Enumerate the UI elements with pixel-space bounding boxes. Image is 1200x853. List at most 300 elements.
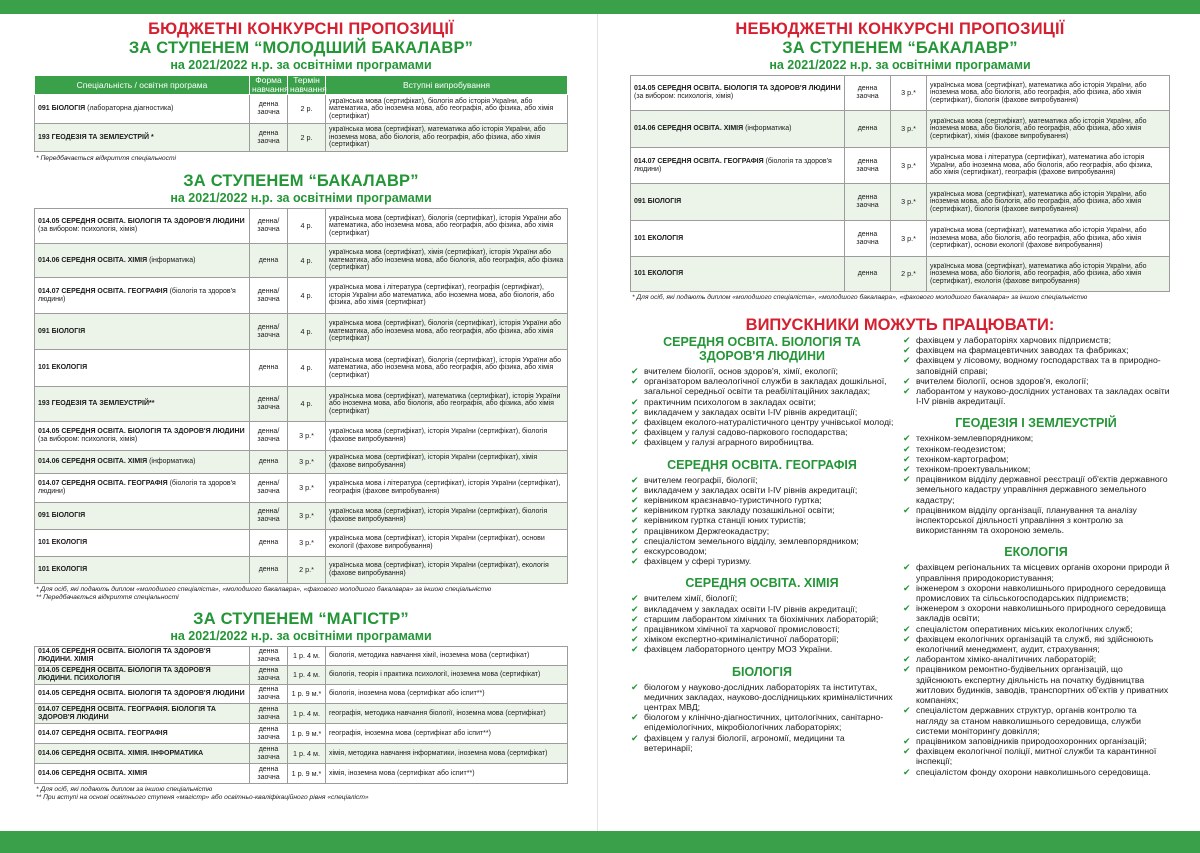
check-icon: ✔ [631,366,639,376]
check-icon: ✔ [903,746,911,757]
row-entrance-exams: біологія, іноземна мова (сертифікат або іспит**) [326,685,568,704]
list-item [630,427,894,437]
row-study-form: денна заочна [250,704,288,724]
list-item [630,475,894,485]
specialty-code: 101 ЕКОЛОГІЯ [634,234,684,242]
paid-table [630,75,1170,292]
row-specialty [35,350,250,387]
master-note-1: * Для осіб, які подають диплом за іншою спеціальністю [36,786,213,793]
list-item-text: техніком-землевпорядником; [916,433,1034,444]
list-item-text: фахівцем у лісовому, водному господарствах та в природно-заповідній справі; [916,355,1161,376]
list-item-text: техніком-геодезистом; [916,443,1006,454]
row-study-term: 3 р.* [891,184,927,221]
row-study-term: 1 р. 9 м.* [288,764,326,784]
check-icon: ✔ [631,505,639,516]
row-study-form: денна/ заочна [250,278,288,314]
row-specialty [35,704,250,724]
table-row [631,148,1170,184]
row-specialty [35,744,250,764]
jobs-list [630,593,894,654]
list-item [902,736,1170,746]
row-study-term: 1 р. 4 м. [288,647,326,666]
specialty-program: (біологія та здоров'я людини) [634,157,832,173]
row-entrance-exams: українська мова (сертифікат), історія України (сертифікат), основи екології (фахове випробування) [326,530,568,557]
check-icon: ✔ [631,427,639,438]
list-item [902,376,1170,386]
row-study-term: 3 р.* [891,111,927,148]
col-header-exams: Вступні випробування [326,76,568,95]
row-study-term: 3 р.* [288,451,326,474]
table-row [35,278,568,314]
list-item-text: працівником хімічної та харчової промисловості; [644,624,840,635]
check-icon: ✔ [903,664,911,675]
list-item [630,437,894,447]
table-row [35,95,568,124]
row-study-form: денна/ заочна [250,503,288,530]
check-icon: ✔ [903,504,911,515]
check-icon: ✔ [631,535,639,546]
row-entrance-exams: біологія, теорія і практика психології, іноземна мова (сертифікат) [326,666,568,685]
check-icon: ✔ [903,654,911,665]
check-icon: ✔ [631,515,639,526]
page-fold-line [597,14,598,831]
list-item-text: лаборантом хіміко-аналітичних лабораторій; [916,654,1097,665]
row-entrance-exams: українська мова і література (сертифікат), математика або історія України, або іноземна мова, або біологія, або географія, або фізика, або хімія (сертифікат), географія (фахове випробування) [927,148,1170,184]
list-item-text: вчителем географії, біології; [644,474,758,485]
list-item [630,485,894,495]
row-specialty [35,764,250,784]
row-specialty [35,557,250,584]
list-item [902,746,1170,766]
row-specialty [35,647,250,666]
list-item [630,624,894,634]
check-icon: ✔ [903,375,911,386]
specialty-code: 014.06 СЕРЕДНЯ ОСВІТА. ХІМІЯ. ІНФОРМАТИКА [38,749,204,757]
specialty-code: 014.07 СЕРЕДНЯ ОСВІТА. ГЕОГРАФІЯ. БІОЛОГІЯ ТА ЗДОРОВ'Я ЛЮДИНИ [38,705,216,721]
table-row [35,724,568,744]
list-item [902,562,1170,582]
list-item [630,407,894,417]
jobs-group-title: ГЕОДЕЗІЯ І ЗЕМЛЕУСТРІЙ [955,416,1117,431]
list-item-text: екскурсоводом; [644,546,707,557]
row-specialty [631,257,845,292]
row-study-form: денна [845,111,891,148]
check-icon: ✔ [903,562,911,573]
junior-table [34,75,568,152]
jobs-column-left [630,335,894,753]
table-row [35,744,568,764]
row-entrance-exams: хімія, іноземна мова (сертифікат або іспит**) [326,764,568,784]
list-item [902,664,1170,705]
row-study-term: 4 р. [288,350,326,387]
col-header-form: Форма навчання [250,76,288,95]
list-item-text: спеціалістом оперативних міських екологічних служб; [916,623,1133,634]
specialty-code: 014.05 СЕРЕДНЯ ОСВІТА. БІОЛОГІЯ ТА ЗДОРОВ'Я ЛЮДИНИ [38,218,245,226]
bachelor-title: ЗА СТУПЕНЕМ “БАКАЛАВР” [183,172,419,190]
list-item [630,556,894,566]
row-specialty [631,76,845,111]
specialty-code: 101 ЕКОЛОГІЯ [38,539,88,547]
paid-title-line2: ЗА СТУПЕНЕМ “БАКАЛАВР” [782,39,1018,57]
list-item [902,767,1170,777]
row-entrance-exams: українська мова (сертифікат), біологія (сертифікат), історія України або математика, або іноземна мова, або географія, або фізика, або хімія (сертифікат) [326,350,568,387]
row-entrance-exams: українська мова (сертифікат), математика або історія України, або іноземна мова, або біологія, або географія, або фізика, або хімія (сертифікат), основи екології (фахове випробування) [927,221,1170,257]
check-icon: ✔ [631,613,639,624]
row-specialty [35,503,250,530]
table-row [35,666,568,685]
check-icon: ✔ [631,681,639,692]
jobs-group-title: СЕРЕДНЯ ОСВІТА. БІОЛОГІЯ ТА ЗДОРОВ'Я ЛЮДИНИ [663,335,861,363]
row-study-form: денна [250,530,288,557]
row-specialty [35,474,250,503]
row-specialty [631,111,845,148]
list-item-text: фахівцем у галузі аграрного виробництва. [644,437,815,448]
paid-note: * Для осіб, які подають диплом «молодшого спеціаліста», «молодшого бакалавра», «фахового молодшого бакалавра» за іншою спеціальністю [632,294,1088,301]
row-specialty [35,666,250,685]
junior-title-line1: БЮДЖЕТНІ КОНКУРСНІ ПРОПОЗИЦІЇ [148,20,454,38]
table-row [35,422,568,451]
table-row [35,503,568,530]
row-study-term: 2 р. [288,95,326,124]
jobs-list [630,366,894,448]
bachelor-table [34,208,568,584]
row-entrance-exams: біологія, методика навчання хімії, іноземна мова (сертифікат) [326,647,568,666]
list-item [902,624,1170,634]
specialty-code: 014.07 СЕРЕДНЯ ОСВІТА. ГЕОГРАФІЯ [38,480,168,488]
list-item [902,464,1170,474]
row-entrance-exams: географія, методика навчання біології, іноземна мова (сертифікат) [326,704,568,724]
list-item [902,433,1170,443]
list-item-text: техніком-проектувальником; [916,464,1031,475]
list-item [902,444,1170,454]
col-header-term: Термін навчання [288,76,326,95]
specialty-code: 101 ЕКОЛОГІЯ [634,270,684,278]
list-item-text: фахівцем у лабораторіях харчових підприємств; [916,335,1111,345]
master-note-2: ** При вступі на основі освітнього ступеня «магістр» або освітньо-кваліфікаційного рівня «спеціаліст» [36,794,369,801]
list-item-text: фахівцем регіональних та місцевих органів охорони природи й управління природокористування; [916,562,1170,583]
row-specialty [35,278,250,314]
row-study-form: денна [250,557,288,584]
row-study-form: денна заочна [250,124,288,152]
bachelor-year: на 2021/2022 н.р. за освітніми програмами [170,191,432,205]
list-item [902,505,1170,536]
junior-note: * Передбачається відкриття спеціальності [36,155,177,162]
list-item [630,526,894,536]
jobs-title: ВИПУСКНИКИ МОЖУТЬ ПРАЦЮВАТИ: [745,316,1055,334]
check-icon: ✔ [903,345,911,356]
list-item [630,682,894,713]
table-row [35,530,568,557]
right-column [630,20,1170,845]
specialty-code: 014.06 СЕРЕДНЯ ОСВІТА. ХІМІЯ [634,125,744,133]
row-study-term: 1 р. 4 м. [288,704,326,724]
row-study-form: денна заочна [250,764,288,784]
list-item-text: спеціалістом фонду охорони навколишнього середовища. [916,766,1151,777]
list-item [902,583,1170,603]
specialty-code: 193 ГЕОДЕЗІЯ ТА ЗЕМЛЕУСТРІЙ** [38,400,155,408]
check-icon: ✔ [903,433,911,444]
row-study-form: денна заочна [250,724,288,744]
list-item-text: фахівцем у сфері туризму. [644,556,752,567]
list-item [630,733,894,753]
table-row [631,257,1170,292]
row-study-form: денна заочна [845,148,891,184]
specialty-code: 091 БІОЛОГІЯ [634,198,682,206]
check-icon: ✔ [903,582,911,593]
row-entrance-exams: українська мова (сертифікат), історія України (сертифікат), біологія (фахове випробування) [326,422,568,451]
list-item-text: вчителем біології, основ здоров'я, хімії, екології; [644,366,838,376]
table-row [631,76,1170,111]
row-study-term: 1 р. 4 м. [288,666,326,685]
row-study-form: денна/ заочна [250,474,288,503]
specialty-code: 091 БІОЛОГІЯ [38,105,86,113]
specialty-code: 091 БІОЛОГІЯ [38,512,86,520]
specialty-code: 193 ГЕОДЕЗІЯ ТА ЗЕМЛЕУСТРІЙ * [38,133,154,141]
list-item [630,536,894,546]
col-header-specialty: Спеціальність / освітня програма [35,76,250,95]
row-study-form: денна заочна [250,744,288,764]
list-item [630,505,894,515]
specialty-code: 014.05 СЕРЕДНЯ ОСВІТА. БІОЛОГІЯ ТА ЗДОРОВ'Я ЛЮДИНИ [38,428,245,436]
list-item [902,454,1170,464]
row-entrance-exams: хімія, методика навчання інформатики, іноземна мова (сертифікат) [326,744,568,764]
list-item-text: інженером з охорони навколишнього природного середовища закладів освіти; [916,603,1166,624]
list-item-text: організатором валеологічної служби в закладах дошкільної, загальної середньої освіти та реабілітаційних закладах; [644,376,887,397]
check-icon: ✔ [631,396,639,407]
check-icon: ✔ [903,623,911,634]
row-study-form: денна/ заочна [250,422,288,451]
left-column [34,20,568,802]
row-study-form: денна заочна [250,95,288,124]
master-title: ЗА СТУПЕНЕМ “МАГІСТР” [193,610,409,628]
row-entrance-exams: українська мова (сертифікат), математика або історія України, або іноземна мова, або біологія, або географія, або фізика, або хімія (сертифікат), біологія (фахове випробування) [927,76,1170,111]
check-icon: ✔ [631,546,639,557]
row-entrance-exams: українська мова (сертифікат), історія України (сертифікат), хімія (фахове випробування) [326,451,568,474]
row-study-term: 3 р.* [288,474,326,503]
list-item-text: керівником гуртка станції юних туристів; [644,515,806,526]
list-item [630,712,894,732]
specialty-code: 014.07 СЕРЕДНЯ ОСВІТА. ГЕОГРАФІЯ [634,157,764,165]
list-item [902,603,1170,623]
specialty-code: 014.06 СЕРЕДНЯ ОСВІТА. ХІМІЯ [38,256,148,264]
list-item [902,355,1170,375]
list-item-text: працівником ремонтно-будівельних організацій, що здійснюють експертну діяльність на початку будівництва житлових будинків, заводів, транспортних об'єктів у приватних компаніях; [916,664,1169,706]
row-entrance-exams: українська мова (сертифікат), біологія (сертифікат), історія України або математика, або іноземна мова, або географія, або фізика, або хімія (сертифікат) [326,314,568,350]
table-row [631,221,1170,257]
list-item-text: керівником гуртка закладу позашкільної освіти; [644,505,835,516]
table-row [631,111,1170,148]
list-item [630,614,894,624]
check-icon: ✔ [903,705,911,716]
table-row [35,244,568,278]
check-icon: ✔ [631,603,639,614]
check-icon: ✔ [903,335,911,345]
list-item-text: спеціалістом державних структур, органів контролю та нагляду за станом навколишнього середовища, служби системи моніторингу довкілля; [916,705,1141,736]
list-item-text: вчителем хімії, біології; [644,593,738,604]
jobs-group-title: СЕРЕДНЯ ОСВІТА. ХІМІЯ [685,576,839,591]
row-entrance-exams: українська мова (сертифікат), математика (сертифікат), історія України або іноземна мова, або біологія, або географія, або фізика, або хімія (сертифікат) [326,387,568,422]
list-item-text: спеціалістом земельного відділу, землевпорядником; [644,535,859,546]
check-icon: ✔ [631,556,639,567]
row-study-term: 4 р. [288,244,326,278]
list-item [902,705,1170,736]
row-study-form: денна [250,350,288,387]
check-icon: ✔ [903,355,911,366]
specialty-code: 101 ЕКОЛОГІЯ [38,364,88,372]
jobs-list [902,433,1170,535]
row-study-term: 4 р. [288,314,326,350]
list-item-text: працівником відділу державної реєстрації об'єктів державного земельного кадастру управління державного земельного кадастру; [916,474,1168,505]
specialty-program: (біологія та здоров'я людини) [38,480,236,495]
list-item-text: фахівцем у галузі біології, агрономії, медицини та ветеринарії; [644,732,845,753]
row-specialty [35,724,250,744]
list-item-text: фахівцем екологічної поліції, митної служби та карантинної інспекції; [916,746,1157,767]
row-specialty [631,184,845,221]
check-icon: ✔ [631,406,639,417]
master-table [34,646,568,784]
row-study-form: денна заочна [250,647,288,666]
check-icon: ✔ [631,437,639,448]
specialty-code: 014.05 СЕРЕДНЯ ОСВІТА. БІОЛОГІЯ ТА ЗДОРОВ'Я ЛЮДИНИ. ПСИХОЛОГІЯ [38,667,211,682]
jobs-group-title: БІОЛОГІЯ [732,664,792,679]
row-study-term: 2 р.* [891,257,927,292]
list-item-text: працівником відділу організації, планування та аналізу інспекторської діяльності управління з контролю за використанням та охороною земель. [916,504,1137,536]
row-entrance-exams: українська мова (сертифікат), хімія (сертифікат), історія України або математика, або іноземна мова, або біологія, або географія, або фізика (сертифікат) [326,244,568,278]
table-row [631,184,1170,221]
row-entrance-exams: українська мова (сертифікат), історія України (сертифікат), біологія (фахове випробування) [326,503,568,530]
list-item-text: працівником Держгеокадастру; [644,525,770,536]
check-icon: ✔ [631,624,639,635]
row-study-term: 4 р. [288,278,326,314]
junior-title-line2: ЗА СТУПЕНЕМ “МОЛОДШИЙ БАКАЛАВР” [128,39,474,57]
check-icon: ✔ [631,593,639,604]
row-study-term: 3 р.* [891,221,927,257]
list-item-text: працівником заповідників природоохоронних організацій; [916,735,1147,746]
specialty-code: 091 БІОЛОГІЯ [38,327,86,335]
jobs-list [902,562,1170,776]
list-item-text: біологом у клінічно-діагностичних, цитологічних, санітарно-епідеміологічних, мікробіологічних лабораторіях; [644,712,884,733]
check-icon: ✔ [631,484,639,495]
check-icon: ✔ [903,735,911,746]
row-entrance-exams: українська мова (сертифікат), біологія або історія України, або математика, або іноземна мова, або географія, або фізика, або хімія (сертифікат) [326,95,568,124]
row-specialty [35,685,250,704]
list-item [630,376,894,396]
row-specialty [35,244,250,278]
specialty-program: (за вибором: психологія, хімія) [38,226,138,233]
table-row [35,685,568,704]
table-row [35,124,568,152]
row-study-form: денна [845,257,891,292]
specialty-program: (за вибором: психологія, хімія) [38,436,138,443]
specialty-code: 014.05 СЕРЕДНЯ ОСВІТА. БІОЛОГІЯ ТА ЗДОРОВ'Я ЛЮДИНИ [634,85,841,93]
row-specialty [35,314,250,350]
list-item [902,634,1170,654]
check-icon: ✔ [903,603,911,614]
check-icon: ✔ [903,766,911,777]
table-row [35,209,568,244]
list-item-text: викладачем у закладах освіти І-ІV рівнів акредитації; [644,484,858,495]
specialty-program: (біологія та здоров'я людини) [38,287,236,303]
row-entrance-exams: українська мова і література (сертифікат), історія України (сертифікат), географія (фахове випробування) [326,474,568,503]
top-green-bar [0,0,1200,14]
specialty-program: (інформатика) [743,125,792,133]
check-icon: ✔ [903,633,911,644]
row-study-term: 3 р.* [891,148,927,184]
row-study-form: денна заочна [845,184,891,221]
list-item [902,386,1170,406]
list-item-text: біологом у науково-дослідних лабораторіях та інститутах, медичних закладах, науково-дослідницьких криміналістичних центрах МВД; [644,681,893,713]
specialty-program: (інформатика) [147,458,196,466]
jobs-section [630,335,1170,845]
list-item-text: фахівцем на фармацевтичних заводах та фабриках; [916,345,1129,356]
row-entrance-exams: українська мова (сертифікат), математика або історія України, або іноземна мова, або біологія, або географія, або фізика, або хімія (сертифікат), екологія (фахове випробування) [927,257,1170,292]
table-row [35,387,568,422]
list-item [902,335,1170,345]
row-specialty [35,530,250,557]
list-item [630,604,894,614]
row-specialty [35,124,250,152]
row-study-term: 1 р. 9 м.* [288,724,326,744]
list-item [902,345,1170,355]
check-icon: ✔ [903,464,911,475]
row-study-term: 3 р.* [288,530,326,557]
check-icon: ✔ [903,474,911,485]
row-entrance-exams: українська мова (сертифікат), історія України (сертифікат), екологія (фахове випробування) [326,557,568,584]
row-study-term: 4 р. [288,209,326,244]
row-study-term: 2 р.* [288,557,326,584]
check-icon: ✔ [631,712,639,723]
row-study-form: денна заочна [250,685,288,704]
list-item [630,644,894,654]
list-item-text: викладачем у закладах освіти І-ІV рівнів акредитації; [644,603,858,614]
specialty-program: (за вибором: психологія, хімія) [634,93,734,100]
check-icon: ✔ [631,495,639,506]
table-row [35,451,568,474]
list-item-text: фахівцем еколого-натуралістичного центру учнівської молоді; [644,417,894,428]
specialty-code: 014.07 СЕРЕДНЯ ОСВІТА. ГЕОГРАФІЯ [38,729,168,737]
row-study-form: денна/ заочна [250,387,288,422]
list-item [630,593,894,603]
list-item-text: хіміком експертно-криміналістичної лабораторії; [644,634,839,645]
list-item [630,634,894,644]
list-item-text: фахівцем екологічних організацій та служб, які здійснюють екологічний менеджмент, аудит, страхування; [916,633,1154,655]
jobs-list [902,335,1170,406]
paid-year: на 2021/2022 н.р. за освітніми програмами [769,58,1031,72]
list-item-text: старшим лаборантом хімічних та біохімічних лабораторій; [644,613,879,624]
list-item [630,397,894,407]
paid-title-line1: НЕБЮДЖЕТНІ КОНКУРСНІ ПРОПОЗИЦІЇ [735,20,1065,38]
row-entrance-exams: українська мова (сертифікат), математика або історія України, або іноземна мова, або біологія, або географія, або фізика, або хімія (сертифікат), біологія (фахове випробування) [927,184,1170,221]
table-row [35,647,568,666]
row-study-form: денна [250,244,288,278]
row-study-term: 1 р. 4 м. [288,744,326,764]
master-year: на 2021/2022 н.р. за освітніми програмами [170,629,432,643]
check-icon: ✔ [631,417,639,428]
list-item-text: фахівцем лабораторного центру МОЗ України. [644,644,833,655]
list-item-text: вчителем біології, основ здоров'я, екології; [916,375,1089,386]
row-specialty [35,451,250,474]
bachelor-note-1: * Для осіб, які подають диплом «молодшого спеціаліста», «молодшого бакалавра», «фахового молодшого бакалавра» за іншою спеціальністю [36,586,492,593]
specialty-program: (лабораторна діагностика) [85,105,174,113]
list-item [630,417,894,427]
list-item-text: керівником краєзнавчо-туристичного гуртка; [644,495,822,506]
specialty-code: 101 ЕКОЛОГІЯ [38,566,88,574]
table-row [35,350,568,387]
row-study-term: 2 р. [288,124,326,152]
row-specialty [631,221,845,257]
row-study-form: денна заочна [845,221,891,257]
list-item-text: викладачем у закладах освіти І-ІV рівнів акредитації; [644,406,858,417]
